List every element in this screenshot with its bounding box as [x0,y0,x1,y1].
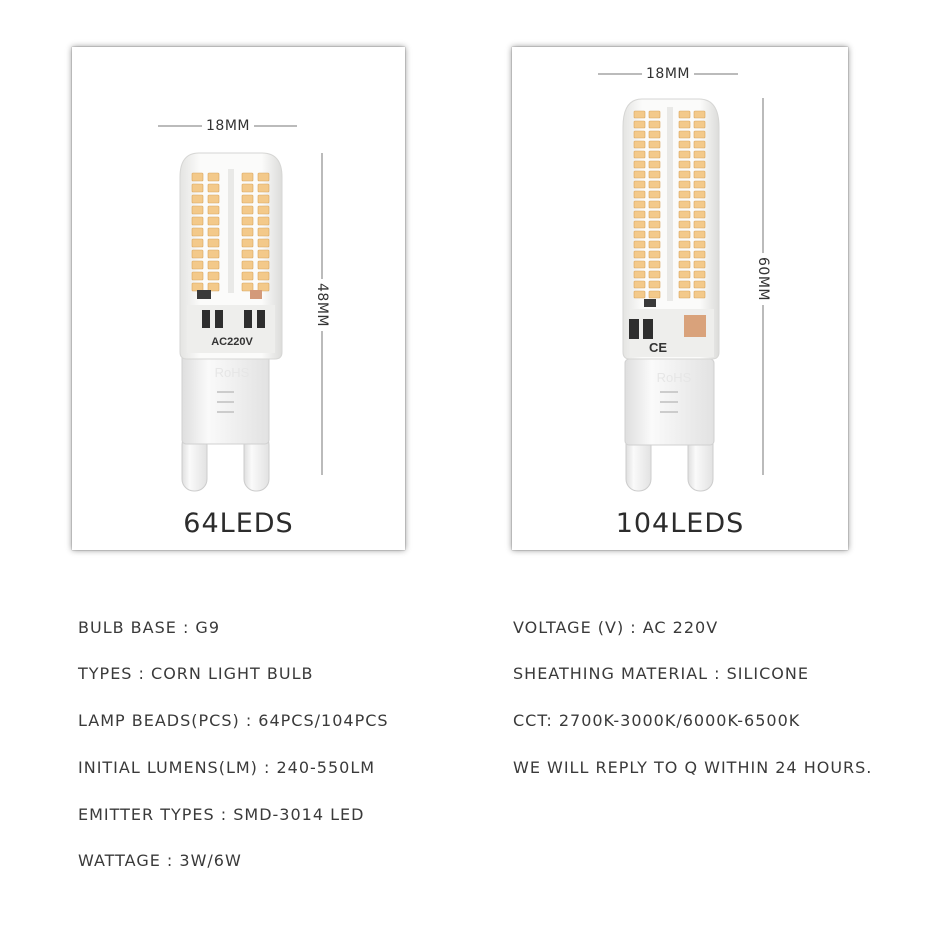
spec-types: TYPES : CORN LIGHT BULB [78,664,314,683]
height-label: 48MM [314,279,330,331]
led-bead [242,195,253,203]
led-bead [242,217,253,225]
led-bead [649,201,660,208]
spec-reply-note: WE WILL REPLY TO Q WITHIN 24 HOURS. [513,758,873,777]
led-bead [242,239,253,247]
led-bead [208,250,219,258]
chip-marking: AC220V [211,336,253,348]
led-bead [634,281,645,288]
led-bead [634,121,645,128]
led-bead [679,151,690,158]
led-bead [694,281,705,288]
led-bead [694,111,705,118]
spec-lamp-beads: LAMP BEADS(PCS) : 64PCS/104PCS [78,711,389,730]
led-bead [258,283,269,291]
led-bead [634,261,645,268]
led-bead [694,251,705,258]
led-count-label: 64LEDS [183,508,294,539]
led-bead [679,191,690,198]
led-bead [649,111,660,118]
led-bead [192,283,203,291]
led-grid-104 [634,107,705,301]
led-bead [649,141,660,148]
led-bead [649,151,660,158]
led-bead [649,221,660,228]
led-bead [634,231,645,238]
led-bead [694,201,705,208]
led-bead [649,261,660,268]
led-bead [694,141,705,148]
led-bead [679,281,690,288]
led-bead [649,161,660,168]
led-bead [694,131,705,138]
led-bead [192,173,203,181]
led-count-label: 104LEDS [615,508,745,539]
led-bead [649,271,660,278]
width-label: 18MM [202,118,254,134]
led-bead [649,181,660,188]
led-bead [649,281,660,288]
led-bead [258,184,269,192]
led-bead [242,283,253,291]
led-bead [694,271,705,278]
led-bead [679,291,690,298]
ce-mark: CE [648,340,668,355]
led-bead [258,173,269,181]
led-bead [192,217,203,225]
led-bead [679,121,690,128]
spec-cct: CCT: 2700K-3000K/6000K-6500K [513,711,801,730]
led-bead [258,217,269,225]
led-bead [634,151,645,158]
led-bead [649,231,660,238]
led-bead [649,251,660,258]
led-bead [649,131,660,138]
height-label: 60MM [755,253,771,305]
led-bead [208,217,219,225]
led-bead [208,239,219,247]
led-bead [634,131,645,138]
led-bead [679,221,690,228]
spec-emitter-types: EMITTER TYPES : SMD-3014 LED [78,805,365,824]
led-bead [679,241,690,248]
led-bead [634,211,645,218]
led-bead [242,261,253,269]
led-bead [634,161,645,168]
led-bead [694,121,705,128]
led-bead [192,184,203,192]
led-bead [679,231,690,238]
led-bead [258,239,269,247]
led-bead [679,271,690,278]
led-bead [694,191,705,198]
led-bead [694,151,705,158]
led-bead [242,272,253,280]
spec-bulb-base: BULB BASE : G9 [78,618,220,637]
led-bead [694,171,705,178]
rohs-mark: RoHS [656,370,692,385]
led-bead [634,191,645,198]
led-bead [679,251,690,258]
center-strip [667,107,673,301]
led-bead [694,181,705,188]
led-bead [649,291,660,298]
spec-wattage: WATTAGE : 3W/6W [78,851,242,870]
led-bead [258,195,269,203]
led-bead [258,228,269,236]
led-bead [694,221,705,228]
led-bead [694,231,705,238]
led-bead [634,141,645,148]
rohs-mark: RoHS [214,365,250,380]
product-card-104leds [512,47,848,550]
led-bead [634,201,645,208]
led-bead [208,173,219,181]
led-bead [242,184,253,192]
led-bead [694,241,705,248]
spec-initial-lumens: INITIAL LUMENS(LM) : 240-550LM [78,758,376,777]
led-bead [192,261,203,269]
led-bead [208,195,219,203]
bulb-104-illustration [512,47,848,550]
led-bead [258,250,269,258]
led-bead [208,261,219,269]
led-bead [208,283,219,291]
led-bead [192,206,203,214]
led-bead [679,141,690,148]
led-bead [679,161,690,168]
led-bead [192,272,203,280]
spec-voltage: VOLTAGE (V) : AC 220V [513,618,719,637]
led-bead [192,228,203,236]
led-bead [258,272,269,280]
led-bead [242,206,253,214]
led-bead [208,272,219,280]
led-bead [679,211,690,218]
led-bead [679,171,690,178]
led-bead [192,239,203,247]
led-bead [694,161,705,168]
led-bead [208,184,219,192]
led-bead [242,250,253,258]
led-bead [242,173,253,181]
led-bead [258,261,269,269]
led-bead [679,111,690,118]
led-bead [679,181,690,188]
led-bead [208,228,219,236]
led-bead [258,206,269,214]
spec-sheathing-material: SHEATHING MATERIAL : SILICONE [513,664,809,683]
led-bead [634,291,645,298]
led-bead [208,206,219,214]
led-bead [649,121,660,128]
led-bead [679,131,690,138]
led-bead [634,241,645,248]
led-bead [192,195,203,203]
led-bead [694,261,705,268]
led-bead [649,241,660,248]
led-bead [634,111,645,118]
led-bead [634,221,645,228]
led-bead [634,171,645,178]
led-bead [694,211,705,218]
led-bead [634,251,645,258]
led-bead [634,181,645,188]
center-strip [228,169,234,293]
led-bead [679,261,690,268]
led-bead [242,228,253,236]
led-bead [192,250,203,258]
width-label: 18MM [642,66,694,82]
led-bead [649,171,660,178]
led-bead [649,211,660,218]
led-bead [649,191,660,198]
led-bead [634,271,645,278]
product-card-64leds [72,47,405,550]
led-bead [679,201,690,208]
led-bead [694,291,705,298]
